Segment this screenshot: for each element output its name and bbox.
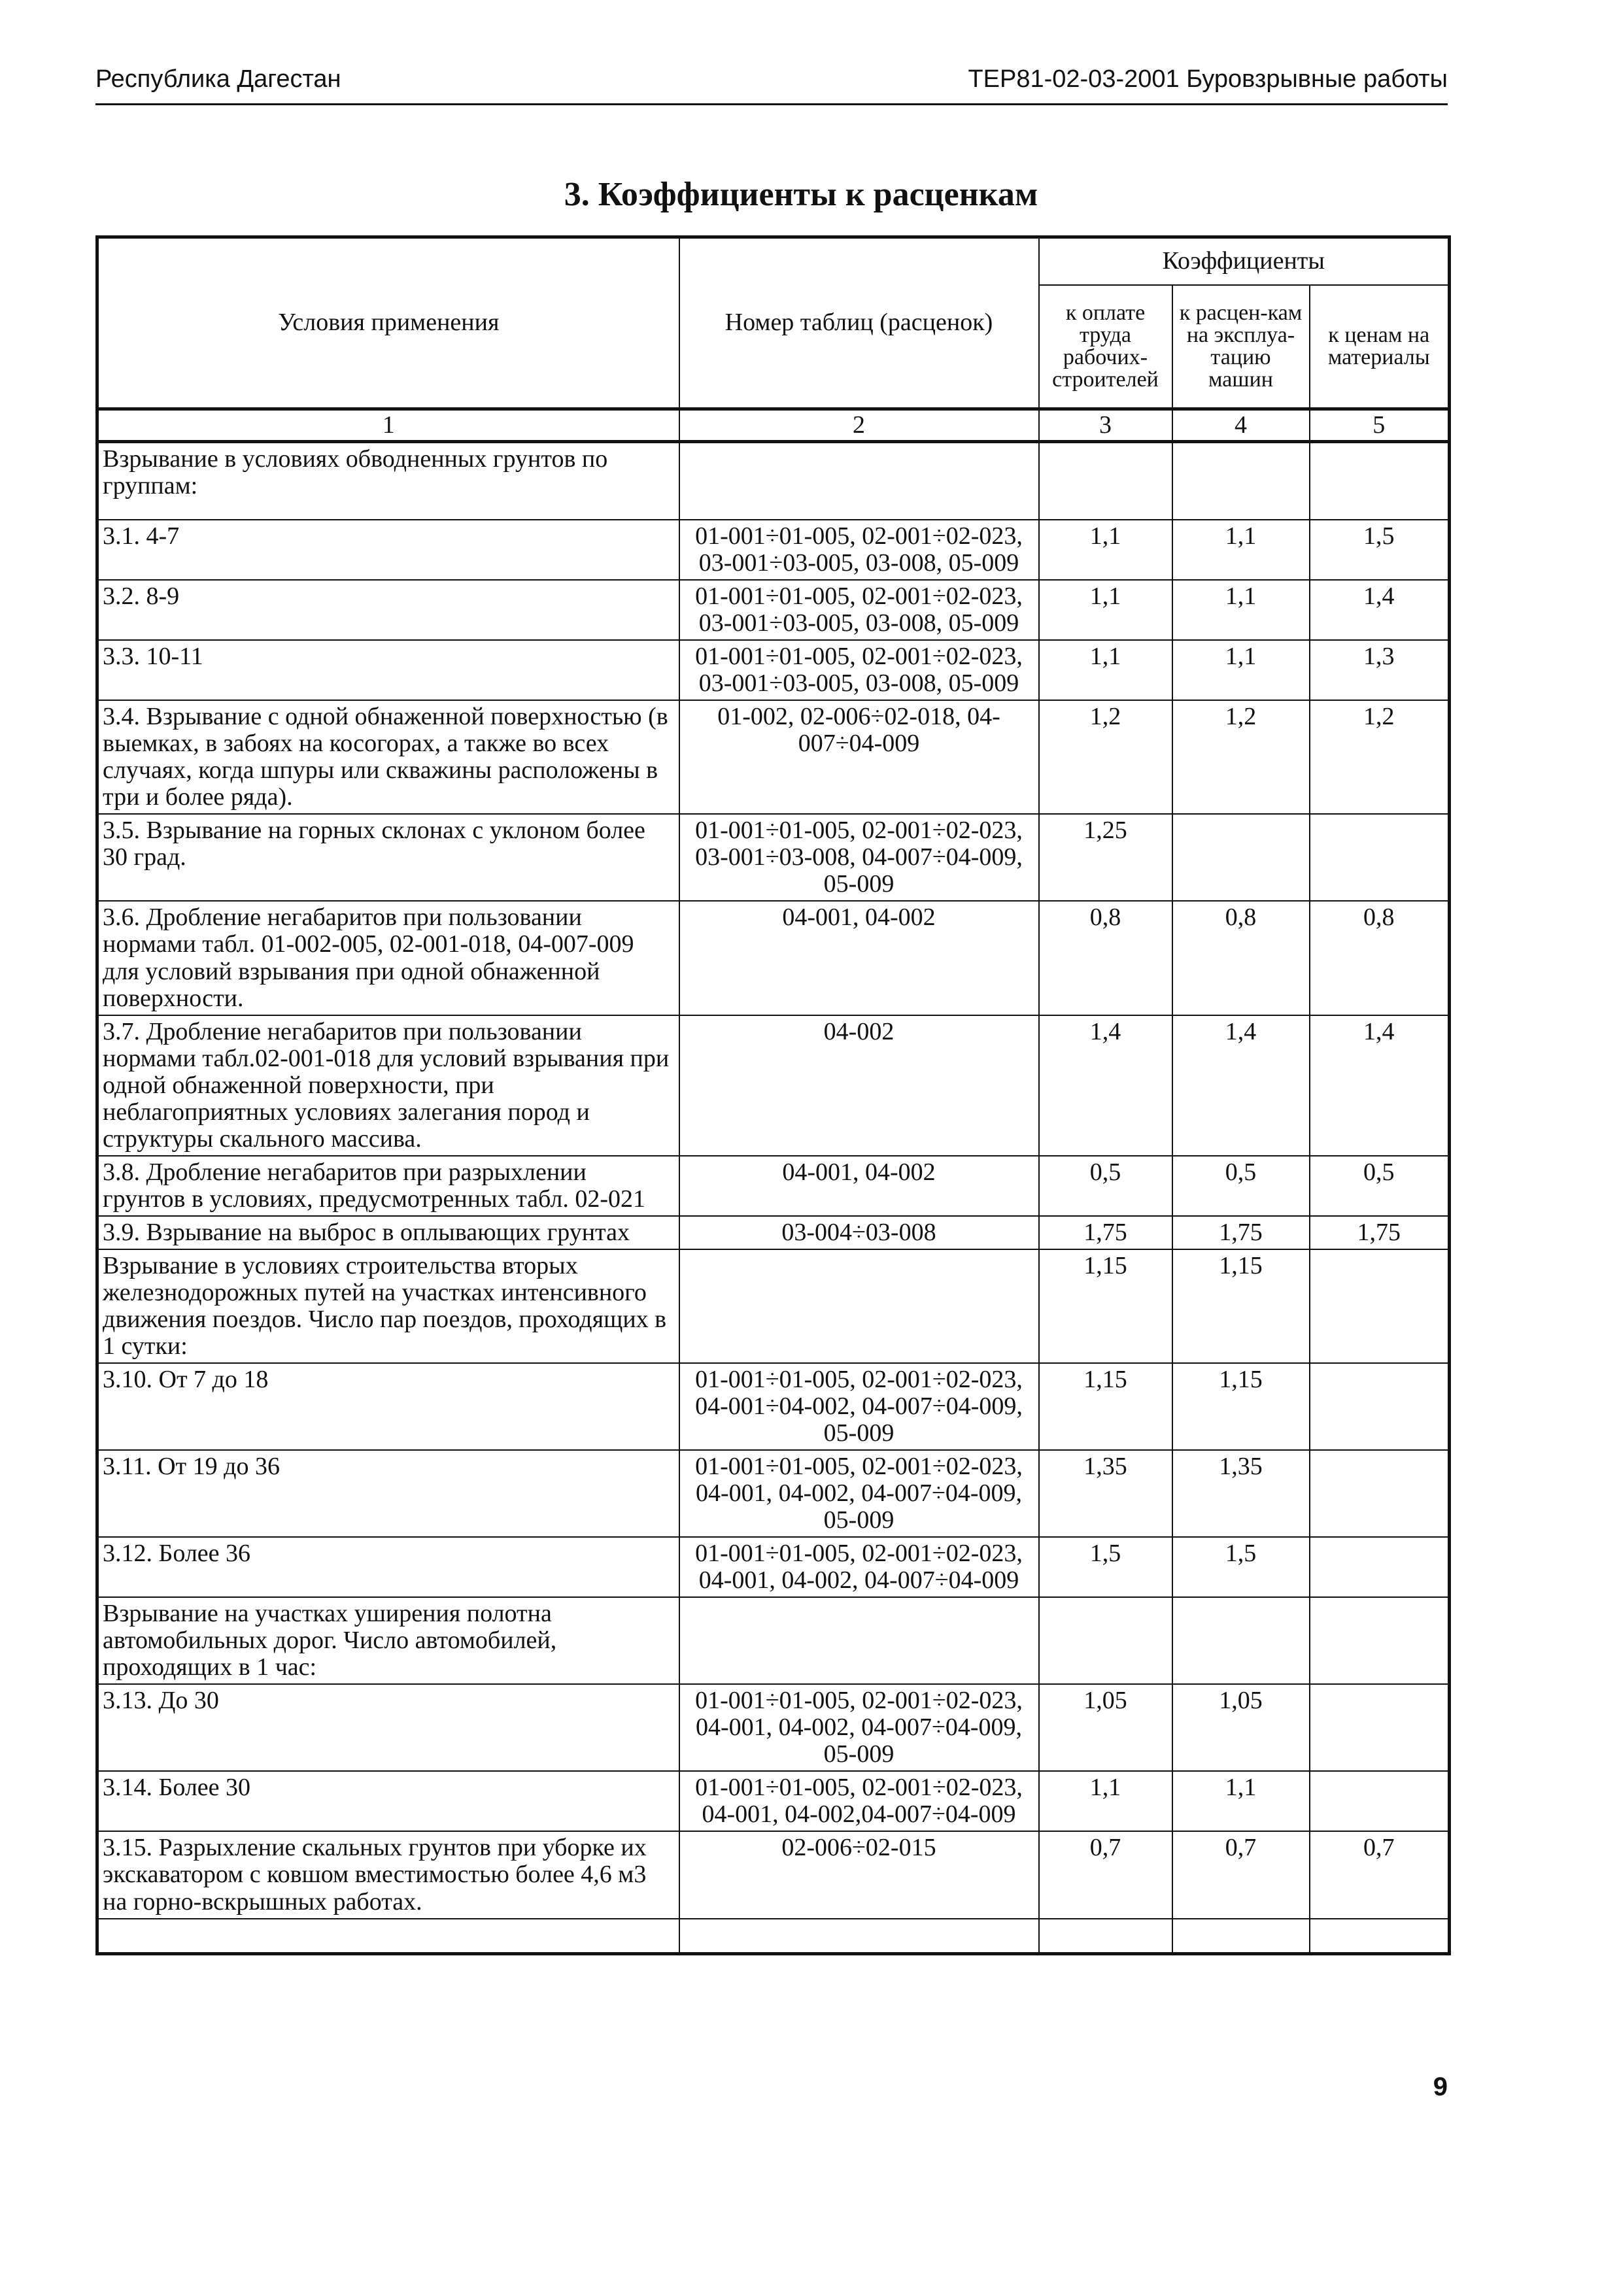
row-coef-machines: 0,8 bbox=[1172, 901, 1310, 1015]
row-coef-materials: 0,8 bbox=[1310, 901, 1450, 1015]
row-condition: Взрывание на участках уширения полотна автомобильных дорог. Число автомобилей, проходящих в 1 час: bbox=[97, 1597, 679, 1684]
row-coef-machines: 1,35 bbox=[1172, 1450, 1310, 1537]
row-table-numbers: 01-001÷01-005, 02-001÷02-023, 03-001÷03-005, 03-008, 05-009 bbox=[679, 580, 1039, 640]
head-machines: к расцен-кам на эксплуа-тацию машин bbox=[1172, 285, 1310, 409]
row-coef-materials: 1,3 bbox=[1310, 640, 1450, 700]
row-table-numbers: 01-001÷01-005, 02-001÷02-023, 04-001, 04-002,04-007÷04-009 bbox=[679, 1771, 1039, 1831]
row-coef-materials bbox=[1310, 1537, 1450, 1597]
table-row bbox=[97, 1684, 1450, 1771]
table-row bbox=[97, 1537, 1450, 1597]
row-coef-machines bbox=[1172, 1597, 1310, 1684]
row-condition: 3.1. 4-7 bbox=[97, 520, 679, 580]
row-coef-materials: 1,5 bbox=[1310, 520, 1450, 580]
row-table-numbers: 01-001÷01-005, 02-001÷02-023, 03-001÷03-005, 03-008, 05-009 bbox=[679, 520, 1039, 580]
row-table-numbers: 01-001÷01-005, 02-001÷02-023, 04-001, 04-002, 04-007÷04-009 bbox=[679, 1537, 1039, 1597]
row-condition: 3.14. Более 30 bbox=[97, 1771, 679, 1831]
table-row bbox=[97, 1156, 1450, 1216]
row-coef-materials: 1,4 bbox=[1310, 580, 1450, 640]
page-number: 9 bbox=[1433, 2072, 1448, 2101]
row-coef-machines: 1,15 bbox=[1172, 1249, 1310, 1363]
col-number: 5 bbox=[1310, 409, 1450, 442]
row-coef-labor: 0,8 bbox=[1039, 901, 1172, 1015]
row-table-numbers: 03-004÷03-008 bbox=[679, 1216, 1039, 1249]
row-coef-machines bbox=[1172, 442, 1310, 520]
row-coef-labor: 1,15 bbox=[1039, 1249, 1172, 1363]
row-coef-machines: 1,2 bbox=[1172, 700, 1310, 814]
row-table-numbers: 01-001÷01-005, 02-001÷02-023, 03-001÷03-005, 03-008, 05-009 bbox=[679, 640, 1039, 700]
table-row bbox=[97, 1597, 1450, 1684]
row-coef-labor: 1,15 bbox=[1039, 1363, 1172, 1450]
empty-row bbox=[97, 1919, 1450, 1954]
row-coef-machines: 0,7 bbox=[1172, 1831, 1310, 1918]
row-coef-machines: 1,4 bbox=[1172, 1015, 1310, 1156]
row-coef-labor: 1,05 bbox=[1039, 1684, 1172, 1771]
table-row bbox=[97, 1450, 1450, 1537]
row-coef-machines: 1,05 bbox=[1172, 1684, 1310, 1771]
row-coef-labor: 1,1 bbox=[1039, 520, 1172, 580]
row-coef-machines: 1,75 bbox=[1172, 1216, 1310, 1249]
row-coef-machines: 1,1 bbox=[1172, 580, 1310, 640]
row-table-numbers: 01-001÷01-005, 02-001÷02-023, 03-001÷03-008, 04-007÷04-009, 05-009 bbox=[679, 814, 1039, 901]
row-coef-machines: 1,1 bbox=[1172, 520, 1310, 580]
row-condition: 3.15. Разрыхление скальных грунтов при уборке их экскаватором с ковшом вместимостью более 4,6 м3 на горно-вскрышных работах. bbox=[97, 1831, 679, 1918]
row-condition: Взрывание в условиях обводненных грунтов по группам: bbox=[97, 442, 679, 520]
row-condition: 3.9. Взрывание на выброс в оплывающих грунтах bbox=[97, 1216, 679, 1249]
row-condition: 3.7. Дробление негабаритов при пользовании нормами табл.02-001-018 для условий взрывания при одной обнаженной поверхности, при неблагоприятных условиях залегания пород и структуры скального массива. bbox=[97, 1015, 679, 1156]
row-table-numbers: 04-001, 04-002 bbox=[679, 901, 1039, 1015]
table-row bbox=[97, 1015, 1450, 1156]
row-coef-materials bbox=[1310, 1771, 1450, 1831]
row-coef-machines: 1,15 bbox=[1172, 1363, 1310, 1450]
row-table-numbers bbox=[679, 442, 1039, 520]
coefficients-table bbox=[95, 235, 1451, 1955]
col-number: 2 bbox=[679, 409, 1039, 442]
row-condition: 3.12. Более 36 bbox=[97, 1537, 679, 1597]
table-row bbox=[97, 580, 1450, 640]
row-coef-materials: 1,75 bbox=[1310, 1216, 1450, 1249]
row-coef-materials bbox=[1310, 1249, 1450, 1363]
row-table-numbers: 01-002, 02-006÷02-018, 04-007÷04-009 bbox=[679, 700, 1039, 814]
row-condition: 3.10. От 7 до 18 bbox=[97, 1363, 679, 1450]
page-title: 3. Коэффициенты к расценкам bbox=[564, 176, 1038, 213]
col-number: 3 bbox=[1039, 409, 1172, 442]
head-labor: к оплате труда рабочих-строителей bbox=[1039, 285, 1172, 409]
row-coef-machines: 1,1 bbox=[1172, 1771, 1310, 1831]
row-coef-labor: 1,35 bbox=[1039, 1450, 1172, 1537]
header-rule bbox=[95, 103, 1448, 105]
head-table-numbers: Номер таблиц (расценок) bbox=[679, 237, 1039, 409]
empty-cell bbox=[679, 1919, 1039, 1954]
col-number: 1 bbox=[97, 409, 679, 442]
row-condition: 3.8. Дробление негабаритов при разрыхлении грунтов в условиях, предусмотренных табл. 02-021 bbox=[97, 1156, 679, 1216]
table-row bbox=[97, 901, 1450, 1015]
empty-cell bbox=[1039, 1919, 1172, 1954]
table-row bbox=[97, 1771, 1450, 1831]
row-coef-labor: 1,2 bbox=[1039, 700, 1172, 814]
row-coef-materials: 1,2 bbox=[1310, 700, 1450, 814]
row-coef-labor: 0,5 bbox=[1039, 1156, 1172, 1216]
table-row bbox=[97, 1363, 1450, 1450]
row-coef-machines: 1,1 bbox=[1172, 640, 1310, 700]
head-coefficients-group: Коэффициенты bbox=[1039, 237, 1450, 286]
row-coef-materials: 0,5 bbox=[1310, 1156, 1450, 1216]
row-coef-materials bbox=[1310, 1684, 1450, 1771]
row-coef-labor bbox=[1039, 1597, 1172, 1684]
row-coef-materials bbox=[1310, 1450, 1450, 1537]
row-coef-labor: 1,1 bbox=[1039, 640, 1172, 700]
row-table-numbers bbox=[679, 1597, 1039, 1684]
table-row bbox=[97, 442, 1450, 520]
row-condition: 3.4. Взрывание с одной обнаженной поверхностью (в выемках, в забоях на косогорах, а также во всех случаях, когда шпуры или скважины расположены в три и более ряда). bbox=[97, 700, 679, 814]
row-coef-materials bbox=[1310, 442, 1450, 520]
row-coef-labor: 1,5 bbox=[1039, 1537, 1172, 1597]
table-row bbox=[97, 1831, 1450, 1918]
row-table-numbers: 01-001÷01-005, 02-001÷02-023, 04-001÷04-002, 04-007÷04-009, 05-009 bbox=[679, 1363, 1039, 1450]
row-table-numbers bbox=[679, 1249, 1039, 1363]
row-table-numbers: 04-002 bbox=[679, 1015, 1039, 1156]
row-coef-materials: 0,7 bbox=[1310, 1831, 1450, 1918]
row-coef-materials bbox=[1310, 1597, 1450, 1684]
row-condition: 3.6. Дробление негабаритов при пользовании нормами табл. 01-002-005, 02-001-018, 04-007-009 для условий взрывания при одной обнаженной поверхности. bbox=[97, 901, 679, 1015]
row-condition: 3.11. От 19 до 36 bbox=[97, 1450, 679, 1537]
row-coef-labor: 0,7 bbox=[1039, 1831, 1172, 1918]
row-coef-labor: 1,1 bbox=[1039, 1771, 1172, 1831]
row-coef-machines: 1,5 bbox=[1172, 1537, 1310, 1597]
empty-cell bbox=[97, 1919, 679, 1954]
row-table-numbers: 01-001÷01-005, 02-001÷02-023, 04-001, 04-002, 04-007÷04-009, 05-009 bbox=[679, 1684, 1039, 1771]
col-number: 4 bbox=[1172, 409, 1310, 442]
row-coef-labor: 1,25 bbox=[1039, 814, 1172, 901]
row-coef-materials: 1,4 bbox=[1310, 1015, 1450, 1156]
row-condition: Взрывание в условиях строительства вторых железнодорожных путей на участках интенсивного движения поездов. Число пар поездов, проходящих в 1 сутки: bbox=[97, 1249, 679, 1363]
row-coef-materials bbox=[1310, 814, 1450, 901]
row-coef-machines: 0,5 bbox=[1172, 1156, 1310, 1216]
row-condition: 3.13. До 30 bbox=[97, 1684, 679, 1771]
table-row bbox=[97, 814, 1450, 901]
header-right: ТЕР81-02-03-2001 Буровзрывные работы bbox=[968, 65, 1448, 93]
empty-cell bbox=[1310, 1919, 1450, 1954]
row-coef-machines bbox=[1172, 814, 1310, 901]
row-table-numbers: 04-001, 04-002 bbox=[679, 1156, 1039, 1216]
table-row bbox=[97, 520, 1450, 580]
row-table-numbers: 02-006÷02-015 bbox=[679, 1831, 1039, 1918]
row-coef-labor: 1,1 bbox=[1039, 580, 1172, 640]
table-row bbox=[97, 700, 1450, 814]
row-condition: 3.3. 10-11 bbox=[97, 640, 679, 700]
row-coef-labor bbox=[1039, 442, 1172, 520]
table-row bbox=[97, 640, 1450, 700]
row-coef-materials bbox=[1310, 1363, 1450, 1450]
table-row bbox=[97, 1249, 1450, 1363]
row-coef-labor: 1,75 bbox=[1039, 1216, 1172, 1249]
header-left: Республика Дагестан bbox=[95, 65, 341, 93]
row-condition: 3.2. 8-9 bbox=[97, 580, 679, 640]
row-condition: 3.5. Взрывание на горных склонах с уклоном более 30 град. bbox=[97, 814, 679, 901]
row-coef-labor: 1,4 bbox=[1039, 1015, 1172, 1156]
table-row bbox=[97, 1216, 1450, 1249]
head-conditions: Условия применения bbox=[97, 237, 679, 409]
empty-cell bbox=[1172, 1919, 1310, 1954]
row-table-numbers: 01-001÷01-005, 02-001÷02-023, 04-001, 04-002, 04-007÷04-009, 05-009 bbox=[679, 1450, 1039, 1537]
head-materials: к ценам на материалы bbox=[1310, 285, 1450, 409]
